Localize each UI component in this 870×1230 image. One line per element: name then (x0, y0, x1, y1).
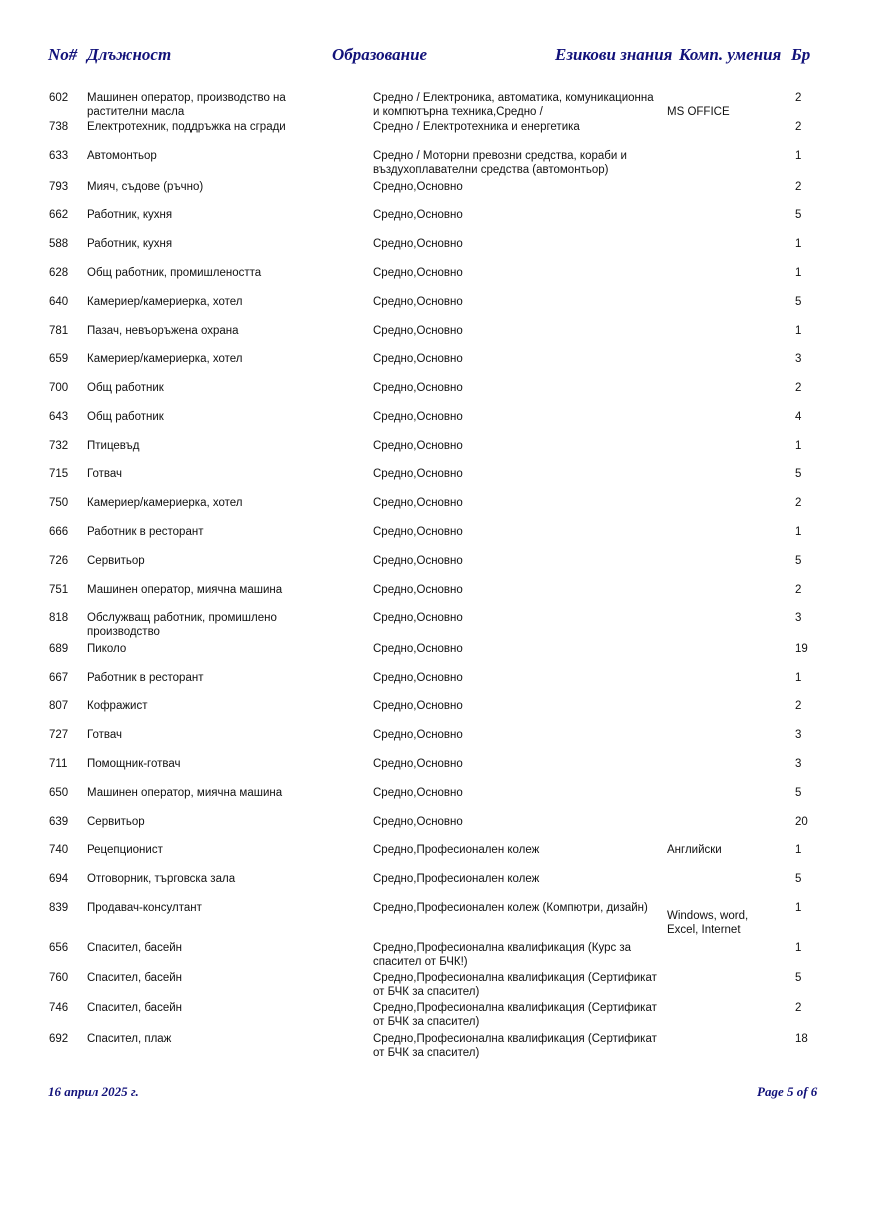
header-computer-skills: Комп. умения (679, 45, 782, 64)
row-count: 1 (795, 844, 802, 856)
row-number: 692 (49, 1033, 69, 1045)
row-education: Средно,Основно (373, 440, 463, 452)
row-education: Средно,Основно (373, 238, 463, 250)
row-position: Камериер/камериерка, хотел (87, 353, 243, 365)
row-number: 602 (49, 92, 69, 104)
header-position: Длъжност (87, 45, 172, 64)
header-no: No# (48, 45, 78, 64)
row-position: Спасител, басейн (87, 972, 182, 984)
row-education: Средно,Основно (373, 353, 463, 365)
row-number: 639 (49, 816, 69, 828)
row-education: Средно,Основно (373, 672, 463, 684)
row-position: Общ работник (87, 411, 164, 423)
row-number: 700 (49, 382, 69, 394)
row-number: 650 (49, 787, 69, 799)
row-number: 746 (49, 1002, 69, 1014)
row-number: 732 (49, 440, 69, 452)
row-number: 628 (49, 267, 69, 279)
row-number: 727 (49, 729, 69, 741)
row-count: 5 (795, 873, 802, 885)
row-education: Средно,Професионална квалификация (Курс за спасител от БЧК!) (373, 942, 632, 968)
row-number: 662 (49, 209, 69, 221)
row-count: 2 (795, 700, 802, 712)
row-position: Птицевъд (87, 440, 140, 452)
row-count: 3 (795, 758, 802, 770)
row-count: 5 (795, 555, 802, 567)
header-languages: Езикови знания (555, 45, 673, 64)
row-position: Помощник-готвач (87, 758, 181, 770)
row-count: 3 (795, 612, 802, 624)
row-number: 740 (49, 844, 69, 856)
row-number: 839 (49, 902, 69, 914)
row-education: Средно,Основно (373, 729, 463, 741)
row-education: Средно,Основно (373, 296, 463, 308)
row-number: 588 (49, 238, 69, 250)
row-position: Работник в ресторант (87, 672, 204, 684)
row-education: Средно,Основно (373, 209, 463, 221)
row-position: Автомонтьор (87, 150, 157, 162)
row-count: 1 (795, 325, 802, 337)
row-position: Готвач (87, 729, 122, 741)
row-number: 793 (49, 181, 69, 193)
row-position: Продавач-консултант (87, 902, 202, 914)
row-number: 738 (49, 121, 69, 133)
row-count: 2 (795, 382, 802, 394)
row-number: 633 (49, 150, 69, 162)
row-count: 2 (795, 121, 802, 133)
row-education: Средно,Професионален колеж (373, 844, 540, 856)
row-education: Средно,Основно (373, 325, 463, 337)
row-number: 689 (49, 643, 69, 655)
row-position: Сервитьор (87, 555, 145, 567)
row-education: Средно / Електроника, автоматика, комуникационна и компютърна техника,Средно / (373, 92, 654, 118)
row-position: Рецепционист (87, 844, 163, 856)
row-count: 19 (795, 643, 808, 655)
row-count: 5 (795, 787, 802, 799)
row-count: 1 (795, 902, 802, 914)
row-number: 807 (49, 700, 69, 712)
row-position: Общ работник, промишлеността (87, 267, 262, 279)
row-count: 4 (795, 411, 802, 423)
row-position: Кофражист (87, 700, 148, 712)
row-education: Средно,Основно (373, 816, 463, 828)
row-number: 659 (49, 353, 69, 365)
row-position: Мияч, съдове (ръчно) (87, 181, 204, 193)
row-position: Спасител, басейн (87, 1002, 182, 1014)
row-languages: Английски (667, 844, 722, 856)
row-position: Електротехник, поддръжка на сгради (87, 121, 286, 133)
row-position: Работник, кухня (87, 238, 173, 250)
row-count: 20 (795, 816, 808, 828)
row-education: Средно,Основно (373, 382, 463, 394)
row-number: 760 (49, 972, 69, 984)
row-position: Отговорник, търговска зала (87, 873, 236, 885)
row-position: Обслужващ работник, промишлено производство (87, 612, 277, 638)
row-education: Средно,Основно (373, 468, 463, 480)
row-count: 1 (795, 440, 802, 452)
row-count: 2 (795, 497, 802, 509)
row-number: 715 (49, 468, 69, 480)
row-count: 2 (795, 181, 802, 193)
row-number: 643 (49, 411, 69, 423)
row-education: Средно,Основно (373, 700, 463, 712)
row-count: 1 (795, 942, 802, 954)
row-count: 1 (795, 672, 802, 684)
row-education: Средно,Основно (373, 584, 463, 596)
row-position: Работник, кухня (87, 209, 173, 221)
row-number: 818 (49, 612, 69, 624)
row-position: Камериер/камериерка, хотел (87, 497, 243, 509)
row-position: Пазач, невъоръжена охрана (87, 325, 239, 337)
footer-date: 16 април 2025 г. (48, 1084, 139, 1099)
row-education: Средно,Професионален колеж (Компютри, дизайн) (373, 902, 648, 914)
row-number: 694 (49, 873, 69, 885)
row-computer-skills: MS OFFICE (667, 106, 730, 118)
row-position: Спасител, плаж (87, 1033, 172, 1045)
row-education: Средно,Професионална квалификация (Сертификат от БЧК за спасител) (373, 1033, 657, 1059)
row-number: 640 (49, 296, 69, 308)
row-count: 1 (795, 238, 802, 250)
header-count: Бр (791, 45, 811, 64)
row-education: Средно,Основно (373, 758, 463, 770)
row-number: 726 (49, 555, 69, 567)
header-education: Образование (332, 45, 428, 64)
row-position: Работник в ресторант (87, 526, 204, 538)
row-number: 666 (49, 526, 69, 538)
row-education: Средно,Основно (373, 643, 463, 655)
row-count: 2 (795, 584, 802, 596)
row-count: 5 (795, 296, 802, 308)
row-education: Средно,Професионален колеж (373, 873, 540, 885)
row-number: 711 (49, 758, 68, 770)
row-position: Общ работник (87, 382, 164, 394)
row-count: 2 (795, 1002, 802, 1014)
row-education: Средно / Моторни превозни средства, кораби и въздухоплавателни средства (автомонтьор) (373, 150, 627, 176)
row-position: Пиколо (87, 643, 127, 655)
row-education: Средно,Основно (373, 267, 463, 279)
row-position: Сервитьор (87, 816, 145, 828)
row-education: Средно,Основно (373, 181, 463, 193)
row-education: Средно,Основно (373, 497, 463, 509)
row-education: Средно,Професионална квалификация (Сертификат от БЧК за спасител) (373, 1002, 657, 1028)
row-count: 1 (795, 150, 802, 162)
row-education: Средно,Основно (373, 555, 463, 567)
row-position: Машинен оператор, миячна машина (87, 787, 283, 799)
row-number: 781 (49, 325, 69, 337)
row-number: 750 (49, 497, 69, 509)
row-education: Средно / Електротехника и енергетика (373, 121, 580, 133)
row-count: 2 (795, 92, 802, 104)
row-education: Средно,Основно (373, 526, 463, 538)
row-position: Камериер/камериерка, хотел (87, 296, 243, 308)
row-education: Средно,Професионална квалификация (Сертификат от БЧК за спасител) (373, 972, 657, 998)
row-count: 1 (795, 526, 802, 538)
row-computer-skills: Windows, word, Excel, Internet (667, 910, 749, 936)
row-position: Спасител, басейн (87, 942, 182, 954)
row-education: Средно,Основно (373, 411, 463, 423)
row-position: Машинен оператор, миячна машина (87, 584, 283, 596)
footer-page-number: Page 5 of 6 (757, 1084, 818, 1099)
row-count: 5 (795, 468, 802, 480)
row-number: 667 (49, 672, 69, 684)
row-count: 1 (795, 267, 802, 279)
row-number: 656 (49, 942, 69, 954)
row-education: Средно,Основно (373, 612, 463, 624)
row-count: 3 (795, 729, 802, 741)
row-count: 5 (795, 972, 802, 984)
row-count: 5 (795, 209, 802, 221)
row-count: 3 (795, 353, 802, 365)
row-education: Средно,Основно (373, 787, 463, 799)
row-number: 751 (49, 584, 69, 596)
row-count: 18 (795, 1033, 808, 1045)
row-position: Готвач (87, 468, 122, 480)
row-position: Машинен оператор, производство на растителни масла (87, 92, 286, 118)
